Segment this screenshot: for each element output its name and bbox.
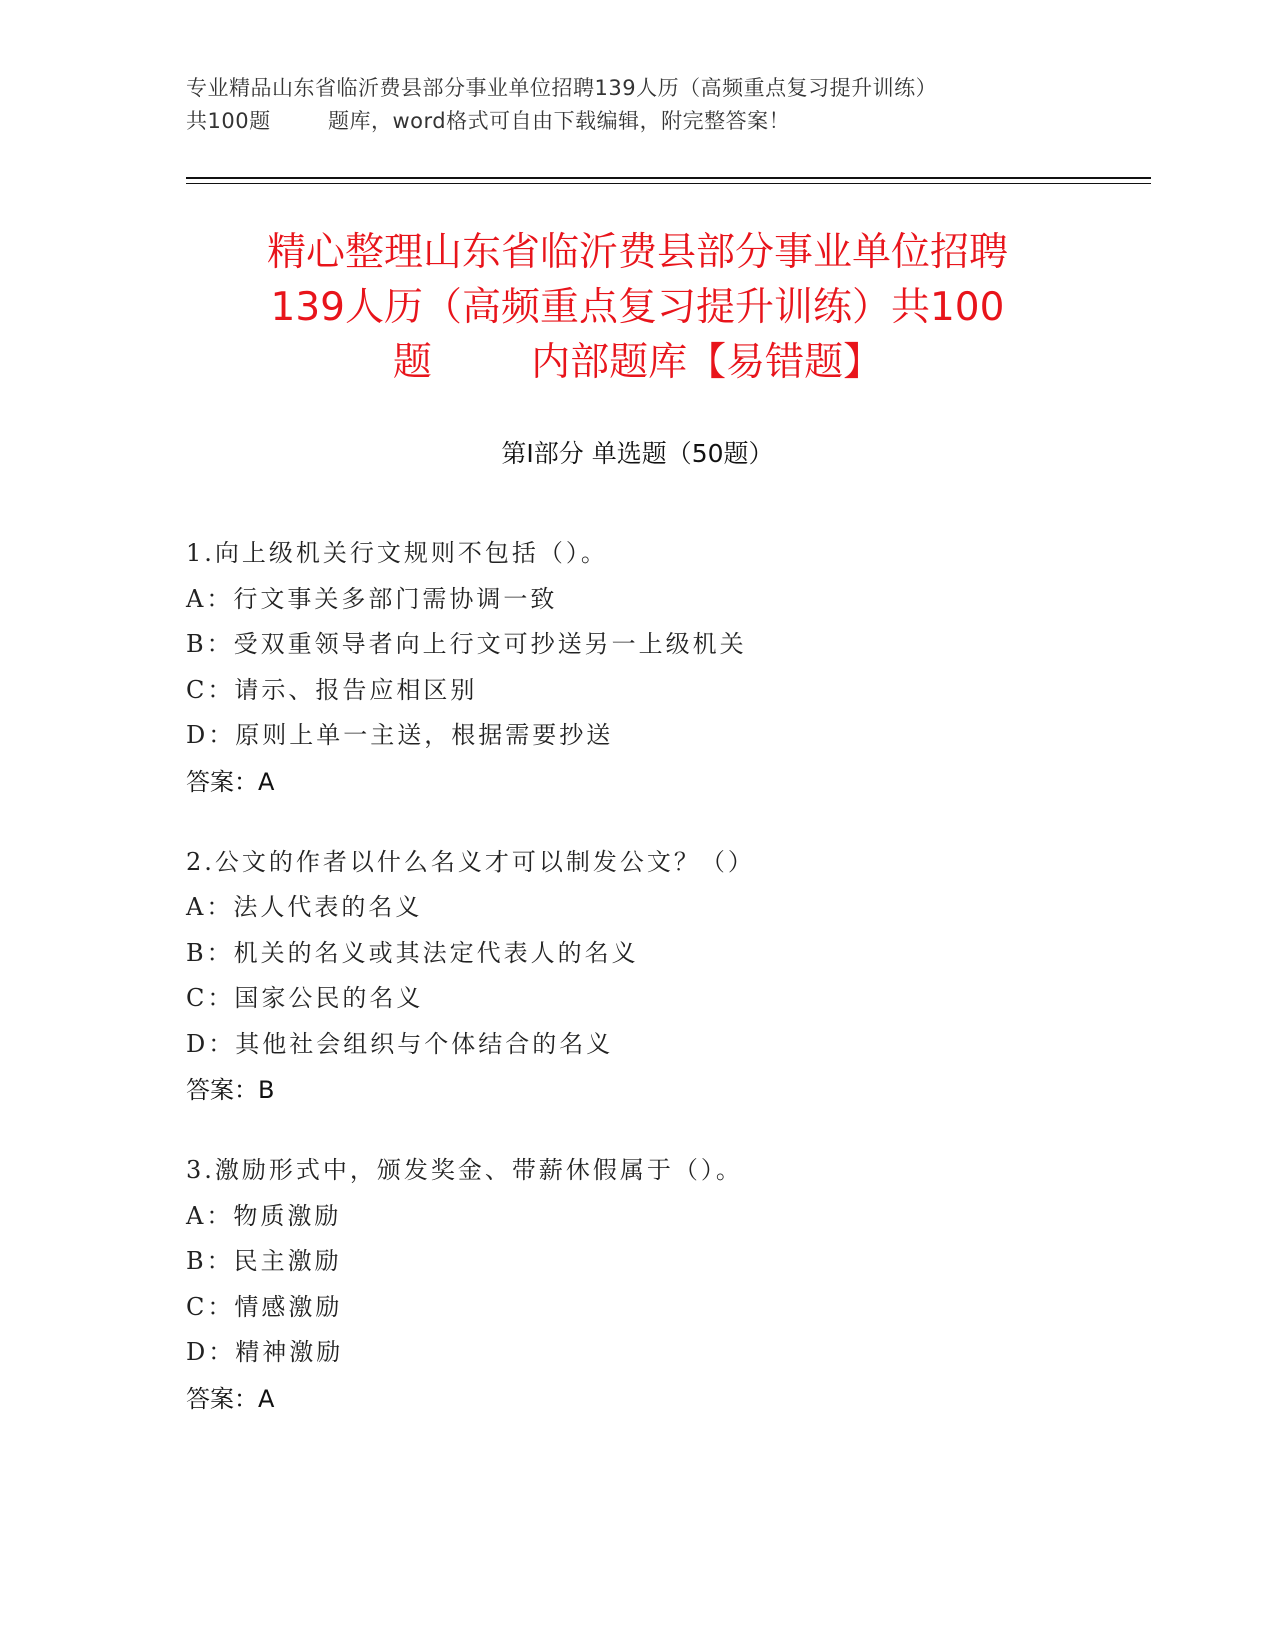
- question-stem: 3.激励形式中，颁发奖金、带薪休假属于（）。: [186, 1156, 743, 1184]
- header-line-1: 专业精品山东省临沂费县部分事业单位招聘139人历（高频重点复习提升训练）: [186, 76, 938, 100]
- title-line-3: 题 内部题库【易错题】: [392, 340, 883, 385]
- option-b: B：机关的名义或其法定代表人的名义: [186, 938, 639, 967]
- page-header: [186, 72, 1086, 138]
- header-divider-thin: [186, 183, 1151, 184]
- question-stem: 2.公文的作者以什么名义才可以制发公文？（）: [186, 847, 755, 876]
- option-c: C：国家公民的名义: [186, 984, 424, 1012]
- question-2: [186, 840, 1126, 1114]
- option-c: C：情感激励: [186, 1292, 343, 1321]
- option-d: D：精神激励: [186, 1338, 344, 1366]
- option-b: B：受双重领导者向上行文可抄送另一上级机关: [186, 630, 747, 658]
- option-b: B：民主激励: [186, 1247, 342, 1275]
- question-3: [186, 1148, 1126, 1422]
- option-d: D：其他社会组织与个体结合的名义: [186, 1029, 614, 1058]
- option-c: C：请示、报告应相区别: [186, 675, 478, 704]
- header-line-2: 共100题 题库，word格式可自由下载编辑，附完整答案！: [186, 109, 791, 133]
- header-divider-thick: [186, 177, 1151, 179]
- title-line-1: 精心整理山东省临沂费县部分事业单位招聘: [266, 230, 1008, 275]
- question-stem: 1.向上级机关行文规则不包括（）。: [186, 539, 608, 567]
- answer-label: 答案：A: [186, 1384, 275, 1413]
- option-a: A：行文事关多部门需协调一致: [186, 584, 558, 613]
- section-title: 第Ⅰ部分 单选题（50题）: [501, 439, 774, 468]
- title-line-2: 139人历（高频重点复习提升训练）共100: [270, 285, 1005, 330]
- option-a: A：法人代表的名义: [186, 893, 423, 921]
- option-d: D：原则上单一主送，根据需要抄送: [186, 721, 614, 749]
- question-list: [186, 531, 1126, 1457]
- option-a: A：物质激励: [186, 1201, 342, 1230]
- answer-label: 答案：B: [186, 1076, 275, 1104]
- answer-label: 答案：A: [186, 767, 275, 796]
- document-title: [130, 225, 1145, 390]
- question-1: [186, 531, 1126, 805]
